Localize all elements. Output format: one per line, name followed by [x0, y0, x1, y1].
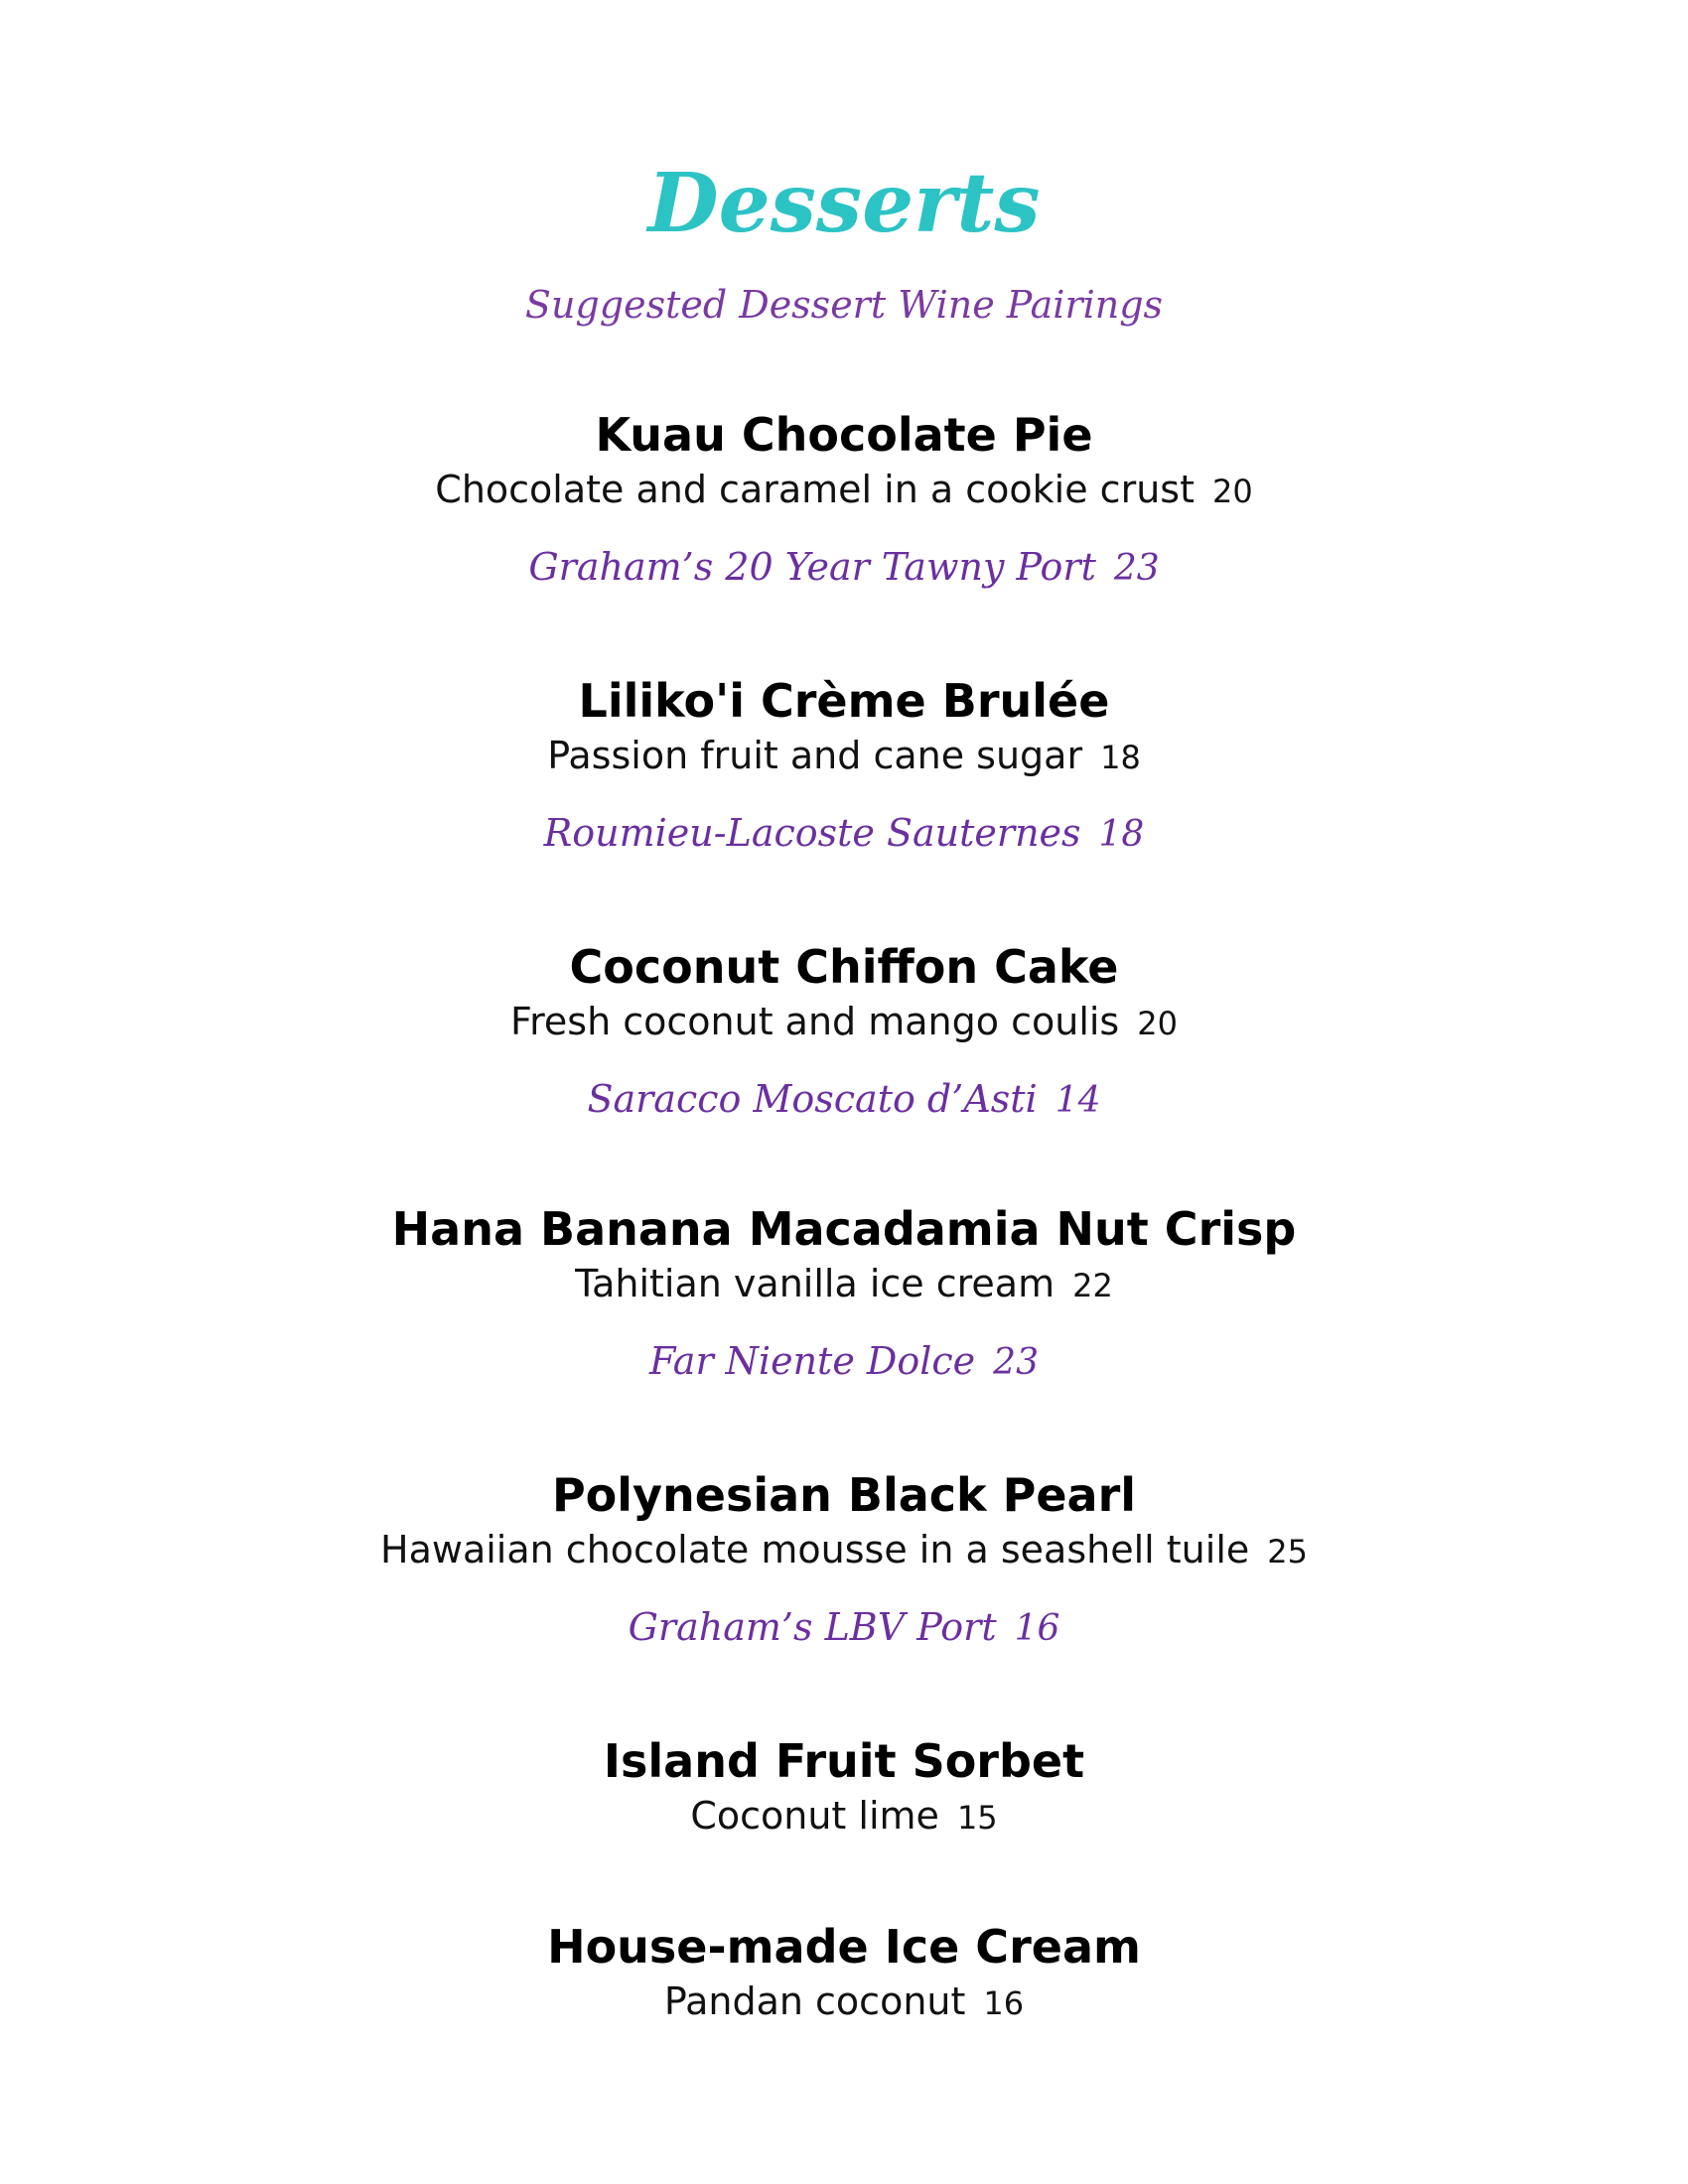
item-name: Kuau Chocolate Pie: [595, 408, 1093, 462]
item-description-line: [0, 1259, 1688, 1308]
item-price: 20: [1211, 473, 1253, 510]
item-name: Coconut Chiffon Cake: [569, 940, 1119, 994]
item-name: Island Fruit Sorbet: [603, 1734, 1085, 1788]
wine-price: 18: [1098, 814, 1145, 855]
item-description: Chocolate and caramel in a cookie crust: [435, 468, 1195, 511]
item-price: 20: [1137, 1005, 1178, 1042]
wine-price: 14: [1055, 1080, 1101, 1121]
menu-item-island-fruit-sorbet: [0, 1733, 1688, 1841]
wine-pairing-line: [0, 808, 1688, 858]
wine-name: Graham’s 20 Year Tawny Port: [528, 545, 1096, 589]
item-description-line: [0, 1525, 1688, 1574]
item-description-line: [0, 1791, 1688, 1841]
menu-subtitle: Suggested Dessert Wine Pairings: [524, 283, 1164, 327]
menu-item-coconut-chiffon-cake: [0, 939, 1688, 1124]
menu-item-polynesian-black-pearl: [0, 1467, 1688, 1652]
item-description: Coconut lime: [690, 1794, 939, 1838]
item-description: Pandan coconut: [663, 1979, 966, 2023]
menu-item-kuau-chocolate-pie: [0, 407, 1688, 592]
wine-price: 16: [1014, 1608, 1060, 1649]
item-price: 25: [1267, 1533, 1308, 1570]
menu-title: Desserts: [647, 156, 1041, 251]
item-description-line: [0, 1977, 1688, 2026]
item-name: Liliko'i Crème Brulée: [578, 674, 1110, 728]
item-description-line: [0, 465, 1688, 514]
item-description: Hawaiian chocolate mousse in a seashell tuile: [380, 1528, 1250, 1571]
item-description-line: [0, 731, 1688, 780]
wine-pairing-line: [0, 1336, 1688, 1386]
wine-name: Saracco Moscato d’Asti: [587, 1077, 1038, 1121]
wine-pairing-line: [0, 1602, 1688, 1652]
wine-name: Roumieu-Lacoste Sauternes: [543, 811, 1081, 855]
wine-pairing-line: [0, 542, 1688, 592]
wine-name: Far Niente Dolce: [649, 1339, 976, 1383]
item-price: 16: [983, 1984, 1025, 2022]
menu-item-house-made-ice-cream: [0, 1919, 1688, 2026]
wine-price: 23: [1113, 548, 1160, 589]
menu-item-lilikoi-creme-brulee: [0, 673, 1688, 858]
item-name: Hana Banana Macadamia Nut Crisp: [391, 1202, 1297, 1256]
item-name: Polynesian Black Pearl: [551, 1468, 1137, 1522]
item-price: 22: [1072, 1267, 1113, 1304]
item-description: Passion fruit and cane sugar: [547, 734, 1083, 777]
item-description: Tahitian vanilla ice cream: [575, 1262, 1055, 1305]
wine-price: 23: [993, 1342, 1039, 1383]
menu-item-hana-banana-crisp: [0, 1201, 1688, 1386]
item-description: Fresh coconut and mango coulis: [510, 1000, 1120, 1043]
wine-pairing-line: [0, 1074, 1688, 1124]
item-description-line: [0, 997, 1688, 1046]
wine-name: Graham’s LBV Port: [628, 1605, 997, 1649]
item-name: House-made Ice Cream: [547, 1920, 1141, 1974]
item-price: 15: [956, 1799, 998, 1837]
item-price: 18: [1100, 739, 1141, 776]
